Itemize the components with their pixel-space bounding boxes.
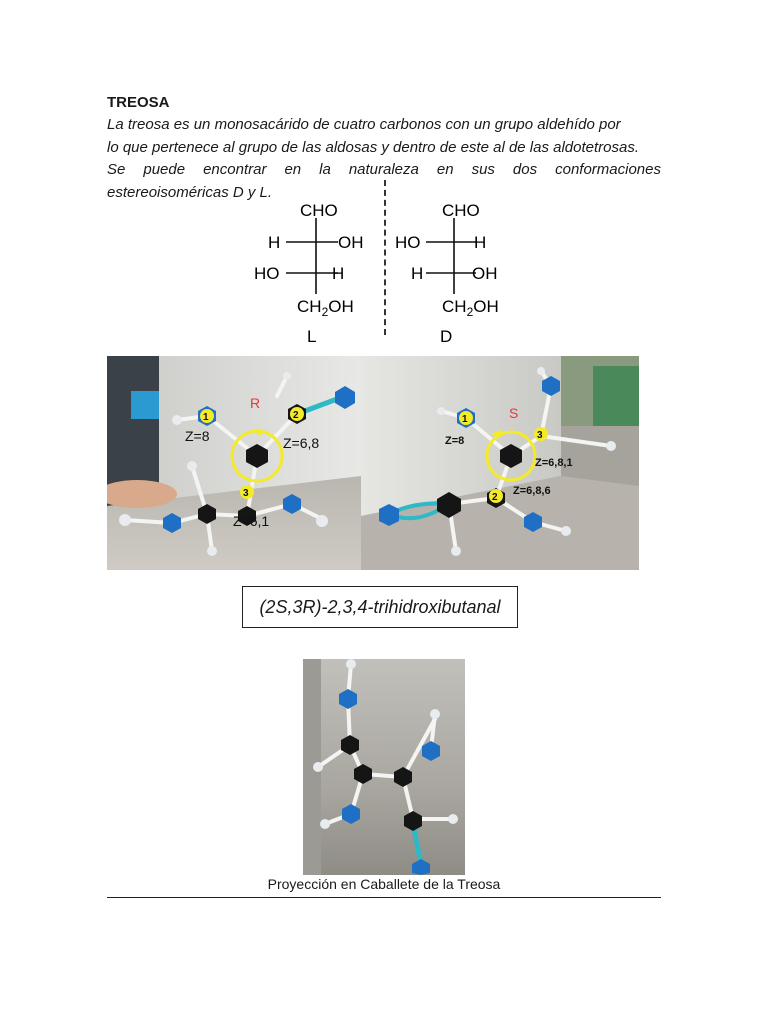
fischer-row2-left: H [411, 264, 424, 283]
position-label-2: 2 [293, 410, 299, 421]
molecule-photo-r [107, 356, 361, 570]
intro-line: lo que pertenece al grupo de las aldosas y dentro de este al de las aldotetrosas. [107, 138, 640, 156]
horizontal-rule [107, 897, 661, 898]
priority-value-2: Z=6,8,6 [513, 485, 551, 497]
fischer-row1-right: H [474, 233, 487, 252]
molecule-photo-s-image [361, 356, 639, 570]
document-title: TREOSA [107, 94, 170, 111]
priority-value-1: Z=8 [445, 435, 465, 447]
position-label-3: 3 [537, 430, 543, 441]
configuration-label: S [509, 405, 519, 421]
fischer-row1-left: H [268, 233, 281, 252]
fischer-label: D [440, 327, 453, 346]
configuration-label: R [250, 395, 261, 411]
fischer-bottom-group: $CH_2OH$ [442, 297, 499, 319]
priority-value-1: Z=8 [185, 428, 210, 444]
priority-value-3: Z=6,1 [233, 513, 270, 529]
molecule-photo-s [361, 356, 639, 570]
fischer-row2-right: H [332, 264, 345, 283]
fischer-label: L [307, 327, 317, 346]
fischer-top-group: CHO [300, 201, 338, 220]
sawhorse-photo [303, 659, 465, 875]
fischer-row1-right: OH [338, 233, 364, 252]
fischer-projection-l [240, 196, 380, 348]
fischer-bottom-group: $CH_2OH$ [297, 297, 354, 319]
iupac-name-box [242, 586, 518, 628]
priority-value-2: Z=6,8 [283, 435, 320, 451]
fischer-top-group: CHO [442, 201, 480, 220]
position-label-1: 1 [203, 412, 209, 423]
fischer-row1-left: HO [395, 233, 421, 252]
dashed-divider [384, 180, 386, 335]
fischer-row2-right: OH [472, 264, 498, 283]
intro-line: Se puede encontrar en la naturaleza en sus dos conformaciones [107, 161, 661, 178]
sawhorse-photo-image [303, 659, 465, 875]
fischer-row2-left: HO [254, 264, 280, 283]
molecule-photo-r-image [107, 356, 361, 570]
fischer-projection-d [392, 196, 522, 348]
figure-caption: Proyección en Caballete de la Treosa [267, 876, 501, 892]
position-label-3: 3 [243, 488, 249, 499]
position-label-2: 2 [492, 492, 498, 503]
intro-line: La treosa es un monosacárido de cuatro carbonos con un grupo aldehído por [107, 116, 621, 133]
iupac-name: (2S,3R)-2,3,4-trihidroxibutanal [259, 596, 501, 617]
intro-line: estereoisoméricas D y L. [107, 183, 273, 201]
priority-value-3: Z=6,8,1 [535, 457, 573, 469]
position-label-1: 1 [462, 414, 468, 425]
